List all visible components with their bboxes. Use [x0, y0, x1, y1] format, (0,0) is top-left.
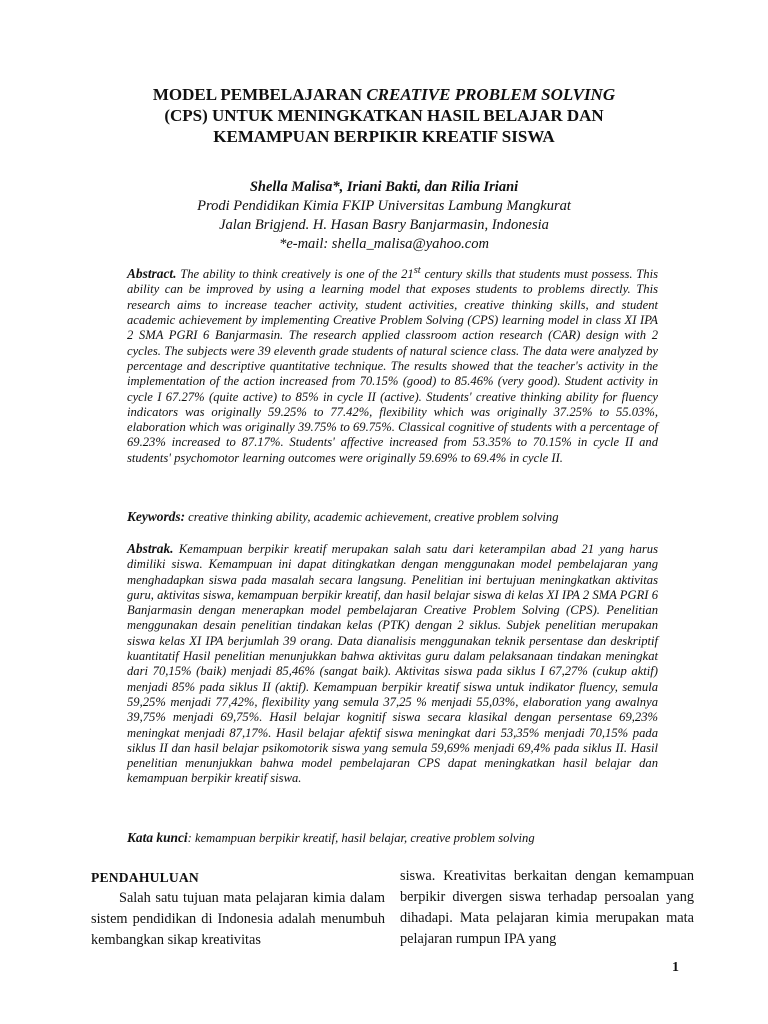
page-number: 1	[672, 960, 679, 975]
abstract-label: Abstract.	[127, 266, 177, 282]
abstrak-label: Abstrak.	[127, 541, 174, 556]
body-column-left	[91, 866, 385, 951]
section-heading: PENDAHULUAN	[91, 870, 199, 885]
email: *e-mail: shella_malisa@yahoo.com	[279, 236, 489, 252]
body-column-right	[400, 866, 694, 950]
keywords-label: Keywords:	[127, 509, 186, 524]
title-italic: CREATIVE PROBLEM SOLVING	[366, 85, 616, 104]
abstract-indonesian: Abstrak. Kemampuan berpikir kreatif merupakan salah satu dari keterampilan abad 21 yang harus dimiliki siswa. Kemampuan ini dapat ditingkatkan dengan menggunakan model pembelajaran yang menghadapkan siswa pada masalah secara langsung. Penelitian ini bertujuan meningkatkan aktivitas guru, aktivitas siswa, kemampuan berpikir kreatif, dan hasil belajar siswa di kelas XI IPA 2 SMA PGRI 6 Banjarmasin dengan menerapkan model pembelajaran Creative Problem Solving (CPS). Penelitian menggunakan desain penelitian tindakan kelas (PTK) dengan 2 siklus. Subjek penelitian merupakan siswa kelas XI IPA berjumlah 39 orang. Data dianalisis menggunakan teknik persentase dan deskriptif kuantitatif Hasil penelitian menunjukkan bahwa aktivitas guru dalam pelaksanaan tindakan meningkat dari 70,15% (baik) menjadi 85,46% (sangat baik). Aktivitas siswa pada siklus I 67,27% (cukup aktif) menjadi 85% pada siklus II (aktif). Kemampuan berpikir kreatif siswa untuk indikator fluency, semula 59,25% menjadi 77,42%, flexibility yang semula 37,25 % menjadi 55,03%, elaboration yang awalnya 39,75% menjadi 69,75%. Hasil belajar kognitif siswa secara klasikal dengan persentase 69,23% meningkat menjadi 87,17%. Hasil belajar afektif siswa meningkat dari 53,35% menjadi 70,15% pada siklus II dan hasil belajar psikomotorik siswa yang semula 59,69% menjadi 69,4% pada siklus II. Hasil penelitian menunjukkan bahwa model pembelajaran CPS dapat meningkatkan hasil belajar dan kemampuan berpikir kreatif siswa.	[127, 541, 658, 786]
abstract-english: Abstract. The ability to think creatively is one of the 21st century skills that students must possess. This ability can be improved by using a learning model that exposes students to problems directly. This research aims to increase teacher activity, student activities, creative thinking skills, and student academic achievement by implementing Creative Problem Solving (CPS) learning model in class XI IPA 2 SMA PGRI 6 Banjarmasin. The research applied classroom action research (CAR) design with 2 cycles. The subjects were 39 eleventh grade students of natural science class. The data were analyzed by percentage and descriptive quantitative technique. The results showed that the teacher's activity in the implementation of the action increased from 70.15% (good) to 85.46% (very good). Student activity in cycle I 67.27% (quite active) to 85% in cycle II (active). Students' creative thinking ability for fluency indicators was originally 59.25% to 77.42%, flexibility which was originally 37.25% to 55.03%, elaboration which was originally 39.75% to 69.75%. Classical cognitive of students with a percentage of 69.23% increased to 87.17%. Students' affective increased from 53.35% to 70.15% in cycle II and students' psychomotor learning outcomes were originally 59.69% to 69.4% in cycle II.	[127, 265, 658, 465]
author-block	[90, 178, 678, 254]
superscript-st: st	[413, 265, 421, 276]
title-line-1: MODEL PEMBELAJARAN CREATIVE PROBLEM SOLVING	[152, 85, 616, 104]
keywords-indonesian: Kata kunci: kemampuan berpikir kreatif, hasil belajar, creative problem solving	[127, 830, 535, 845]
left-paragraph: Salah satu tujuan mata pelajaran kimia dalam sistem pendidikan di Indonesia adalah menumbuh kembangkan sikap kreativitas	[91, 890, 385, 948]
author-names: Shella Malisa*, Iriani Bakti, dan Rilia Iriani	[249, 179, 519, 195]
address: Jalan Brigjend. H. Hasan Basry Banjarmasin, Indonesia	[219, 217, 549, 233]
affiliation: Prodi Pendidikan Kimia FKIP Universitas Lambung Mangkurat	[197, 198, 571, 214]
title-line-3: KEMAMPUAN BERPIKIR KREATIF SISWA	[213, 127, 555, 146]
paper-title	[90, 84, 678, 147]
keywords-english: Keywords: creative thinking ability, academic achievement, creative problem solving	[127, 509, 559, 524]
right-paragraph: siswa. Kreativitas berkaitan dengan kemampuan berpikir divergen siswa terhadap persoalan yang dihadapi. Mata pelajaran kimia merupakan mata pelajaran rumpun IPA yang	[400, 868, 694, 947]
title-line-2: (CPS) UNTUK MENINGKATKAN HASIL BELAJAR DAN	[164, 106, 604, 125]
kata-kunci-label: Kata kunci	[127, 830, 188, 845]
